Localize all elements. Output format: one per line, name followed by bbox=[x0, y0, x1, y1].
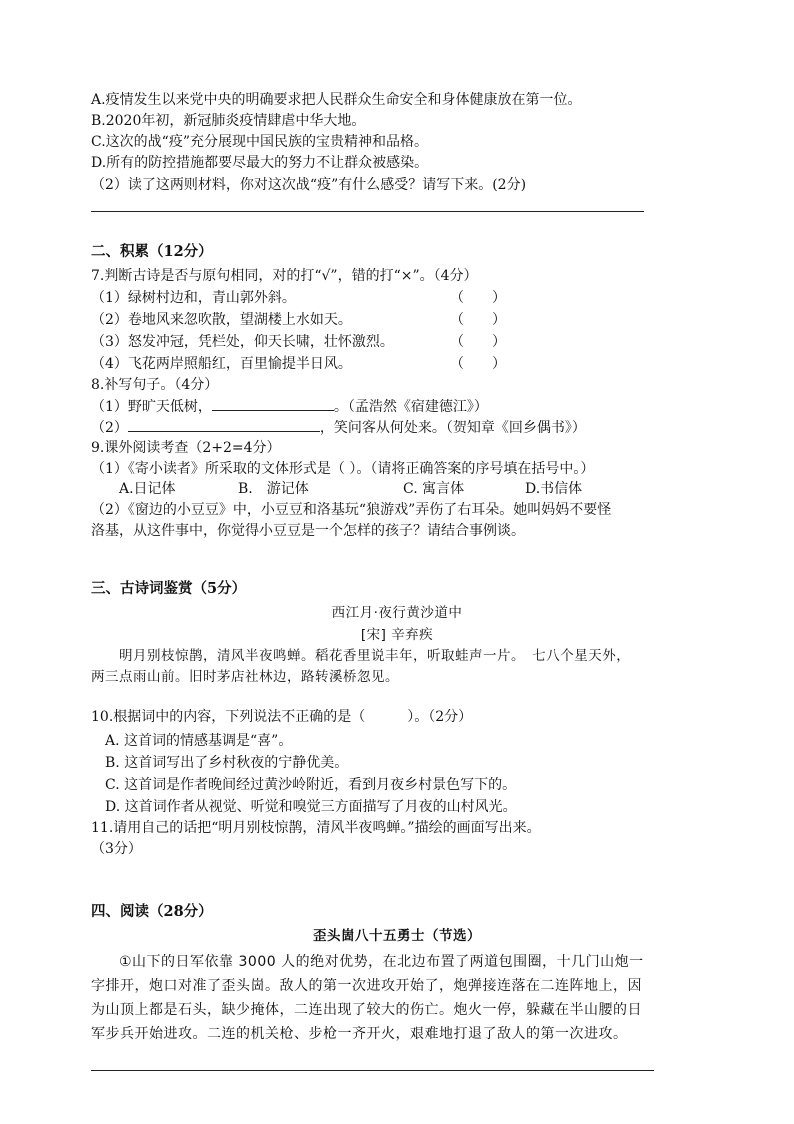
q7-paren-1[interactable]: （ ） bbox=[450, 290, 506, 306]
q9-title: 9.课外阅读考查（2+2=4分） bbox=[91, 440, 281, 456]
q8-line-2-post: ，笑问客从何处来。（贺知章《回乡偶书》） bbox=[319, 420, 586, 436]
poem-line-1: 明月别枝惊鹊，清风半夜鸣蝉。稻花香里说丰年，听取蛙声一片。 七八个星天外， bbox=[119, 648, 631, 664]
q7-item-1: （1）绿树村边和，青山郭外斜。 bbox=[91, 290, 296, 306]
q11-line-2: （3分） bbox=[91, 841, 142, 857]
answer-line[interactable] bbox=[91, 211, 644, 212]
q-prev-sub2: （2）读了这两则材料，你对这次战“疫”有什么感受？请写下来。(2分) bbox=[91, 177, 527, 193]
q-prev-option-a: A.疫情发生以来党中央的明确要求把人民群众生命安全和身体健康放在第一位。 bbox=[91, 92, 582, 108]
poem-author: [宋] 辛弃疾 bbox=[360, 627, 434, 643]
q7-paren-2[interactable]: （ ） bbox=[450, 312, 506, 328]
q-prev-option-d: D.所有的防控措施都要尽最大的努力不让群众被感染。 bbox=[91, 155, 429, 171]
q-prev-option-c: C.这次的战“疫”充分展现中国民族的宝贵精神和品格。 bbox=[91, 134, 428, 150]
article-para-line-4: 军步兵开始进攻。二连的机关枪、步枪一齐开火，艰难地打退了敌人的第一次进攻。 bbox=[91, 1026, 628, 1042]
q-prev-option-b: B.2020年初，新冠肺炎疫情肆虐中华大地。 bbox=[91, 113, 366, 129]
q7-paren-3[interactable]: （ ） bbox=[450, 334, 506, 350]
q8-line-1-pre: （1）野旷天低树， bbox=[91, 399, 212, 415]
q8-title: 8.补写句子。（4分） bbox=[91, 377, 219, 393]
article-title: 歪头崮八十五勇士（节选） bbox=[313, 928, 481, 944]
q9-option-b: B. 游记体 bbox=[238, 481, 309, 497]
section-4-heading: 四、阅读（28分） bbox=[91, 903, 213, 920]
q10-option-b: B. 这首词写出了乡村秋夜的宁静优美。 bbox=[105, 755, 349, 771]
q11-line-1: 11.请用自己的话把“明月别枝惊鹊，清风半夜鸣蝉。”描绘的画面写出来。 bbox=[91, 820, 541, 836]
q10-option-c: C. 这首词是作者晚间经过黄沙岭附近，看到月夜乡村景色写下的。 bbox=[105, 777, 517, 793]
poem-line-2: 两三点雨山前。旧时茅店社林边，路转溪桥忽见。 bbox=[91, 669, 399, 685]
q7-paren-4[interactable]: （ ） bbox=[450, 356, 506, 372]
article-para-line-1: ①山下的日军依靠 3000 人的绝对优势，在北边布置了两道包围圈，十几门山炮一 bbox=[119, 954, 644, 970]
q9-option-a: A.日记体 bbox=[119, 481, 176, 497]
poem-title: 西江月·夜行黄沙道中 bbox=[331, 605, 463, 621]
answer-line-bottom[interactable] bbox=[91, 1070, 654, 1071]
q9-sub2-line-1: （2）《窗边的小豆豆》中，小豆豆和洛基玩“狼游戏”弄伤了右耳朵。她叫妈妈不要怪 bbox=[91, 502, 612, 518]
q7-item-3: （3）怒发冲冠，凭栏处，仰天长啸，壮怀激烈。 bbox=[91, 334, 394, 350]
q7-item-4: （4）飞花两岸照船红，百里愉提半日风。 bbox=[91, 356, 352, 372]
q9-option-c: C. 寓言体 bbox=[403, 481, 465, 497]
article-para-line-2: 字排开，炮口对准了歪头崮。敌人的第一次进攻开始了，炮弹接连落在二连阵地上，因 bbox=[91, 978, 642, 994]
q9-sub2-line-2: 洛基，从这件事中，你觉得小豆豆是一个怎样的孩子？请结合事例谈。 bbox=[91, 523, 525, 539]
q9-option-d: D.书信体 bbox=[525, 481, 583, 497]
q8-line-2 bbox=[91, 417, 586, 438]
q8-blank-2[interactable] bbox=[128, 417, 320, 432]
q7-title: 7.判断古诗是否与原句相同，对的打“√”，错的打“×”。（4分） bbox=[91, 268, 478, 284]
section-3-heading: 三、古诗词鉴赏（5分） bbox=[91, 580, 247, 597]
q7-item-2: （2）卷地风来忽吹散，望湖楼上水如天。 bbox=[91, 312, 352, 328]
q9-sub1: （1）《寄小读者》所采取的文体形式是（ ）。（请将正确答案的序号填在括号中。） bbox=[91, 461, 595, 477]
q10-title: 10.根据词中的内容，下列说法不正确的是（ ）。（2分） bbox=[91, 709, 473, 725]
q10-option-a: A. 这首词的情感基调是“喜”。 bbox=[105, 733, 293, 749]
q10-option-d: D. 这首词作者从视觉、听觉和嗅觉三方面描写了月夜的山村风光。 bbox=[105, 799, 517, 815]
q8-line-1-post: 。（孟浩然《宿建德江》） bbox=[333, 399, 488, 415]
q8-line-2-pre: （2） bbox=[91, 420, 128, 436]
section-2-heading: 二、积累（12分） bbox=[91, 243, 213, 260]
q8-blank-1[interactable] bbox=[212, 396, 334, 411]
article-para-line-3: 为山顶上都是石头，缺少掩体，二连出现了较大的伤亡。炮火一停，躲藏在半山腰的日 bbox=[91, 1002, 642, 1018]
q8-line-1 bbox=[91, 396, 488, 417]
